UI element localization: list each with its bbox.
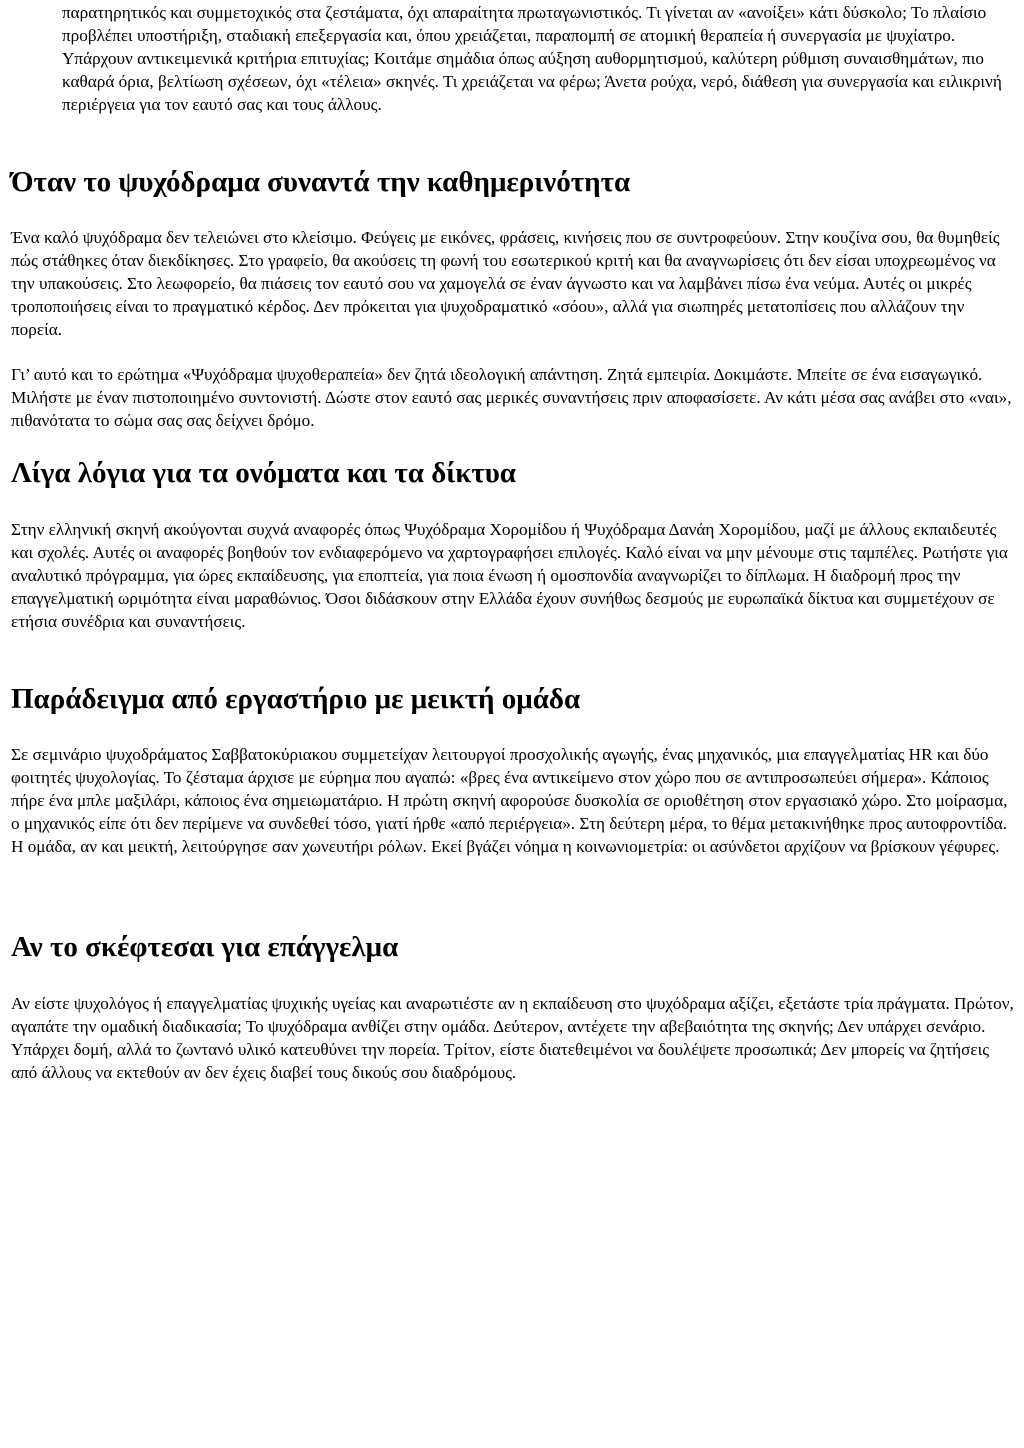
profession-paragraph: Αν είστε ψυχολόγος ή επαγγελματίας ψυχικής υγείας και αναρωτιέστε αν η εκπαίδευση στο ψυχόδραμα αξίζει, εξετάστε τρία πράγματα. Πρώτον, αγαπάτε την ομαδική διαδικασία; Το ψυχόδραμα ανθίζει στην ομάδα. Δεύτερον, αντέχετε την αβεβαιότητα της σκηνής; Δεν υπάρχει σενάριο. Υπάρχει δομή, αλλά το ζωντανό υλικό κατευθύνει την πορεία. Τρίτον, είστε διατεθειμένοι να δουλέψετε προσωπικά; Δεν μπορείς να ζητήσεις από άλλους να εκτεθούν αν δεν έχεις διαβεί τους δικούς σου διαδρόμους. <box>11 994 1014 1082</box>
names-networks-paragraph: Στην ελληνική σκηνή ακούγονται συχνά αναφορές όπως Ψυχόδραμα Χορομίδου ή Ψυχόδραμα Δανάη Χορομίδου, μαζί με άλλους εκπαιδευτές και σχολές. Αυτές οι αναφορές βοηθούν τον ενδιαφερόμενο να χαρτογραφήσει επιλογές. Καλό είναι να μην μένουμε στις ταμπέλες. Ρωτήστε για αναλυτικό πρόγραμμα, για ώρες εκπαίδευσης, για εποπτεία, για ποια ένωση ή ομοσπονδία αναγνωρίζει το δίπλωμα. Η διαδρομή προς την επαγγελματική ωριμότητα είναι μαραθώνιος. Όσοι διδάσκουν στην Ελλάδα έχουν συνήθως δεσμούς με ευρωπαϊκά δίκτυα και συμμετέχουν σε ετήσια συνέδρια και συναντήσεις. <box>11 520 1008 631</box>
section-heading-workshop-example: Παράδειγμα από εργαστήριο με μεικτή ομάδα <box>11 683 581 715</box>
workshop-example-paragraph: Σε σεμινάριο ψυχοδράματος Σαββατοκύριακου συμμετείχαν λειτουργοί προσχολικής αγωγής, ένας μηχανικός, μια επαγγελματίας HR και δύο φοιτητές ψυχολογίας. Το ζέσταμα άρχισε με εύρημα που αγαπώ: «βρες ένα αντικείμενο στον χώρο που σε αντιπροσωπεύει σήμερα». Κάποιος πήρε ένα μπλε μαξιλάρι, κάποιος ένα σημειωματάριο. Η πρώτη σκηνή αφορούσε δυσκολία σε οριοθέτηση στον εργασιακό χώρο. Στο μοίρασμα, ο μηχανικός είπε ότι δεν περίμενε να συνδεθεί τόσο, γιατί ήρθε «από περιέργεια». Στη δεύτερη μέρα, το θέμα μετακινήθηκε προς αυτοφροντίδα. Η ομάδα, αν και μεικτή, λειτούργησε σαν χωνευτήρι ρόλων. Εκεί βγάζει νόημα η κοινωνιομετρία: οι ασύνδετοι αρχίζουν να βρίσκουν γέφυρες. <box>11 745 1008 856</box>
daily-life-paragraph-2: Γι’ αυτό και το ερώτημα «Ψυχόδραμα ψυχοθεραπεία» δεν ζητά ιδεολογική απάντηση. Ζητά εμπειρία. Δοκιμάστε. Μπείτε σε ένα εισαγωγικό. Μιλήστε με έναν πιστοποιημένο συντονιστή. Δώστε στον εαυτό σας μερικές συναντήσεις πριν αποφασίσετε. Αν κάτι μέσα σας ανάβει στο «ναι», πιθανότατα το σώμα σας σας δείχνει δρόμο. <box>11 365 1012 430</box>
daily-life-paragraph-1: Ένα καλό ψυχόδραμα δεν τελειώνει στο κλείσιμο. Φεύγεις με εικόνες, φράσεις, κινήσεις που σε συντροφεύουν. Στην κουζίνα σου, θα θυμηθείς πώς στάθηκες όταν διεκδίκησες. Στο γραφείο, θα ακούσεις τη φωνή του εσωτερικού κριτή και θα αναγνωρίσεις ότι δεν είσαι υποχρεωμένος να την υπακούσεις. Στο λεωφορείο, θα πιάσεις τον εαυτό σου να χαμογελά σε έναν άγνωστο και να λαμβάνει πίσω ένα νεύμα. Αυτές οι μικρές τροποποιήσεις είναι το πραγματικό κέρδος. Δεν πρόκειται για ψυχοδραματικό «σόου», αλλά για σιωπηρές μετατοπίσεις που αλλάζουν την πορεία. <box>11 228 1000 339</box>
section-heading-daily-life: Όταν το ψυχόδραμα συναντά την καθημερινότητα <box>11 166 631 198</box>
section-heading-profession: Αν το σκέφτεσαι για επάγγελμα <box>11 931 399 963</box>
intro-paragraph: παρατηρητικός και συμμετοχικός στα ζεστάματα, όχι απαραίτητα πρωταγωνιστικός. Τι γίνεται αν «ανοίξει» κάτι δύσκολο; Το πλαίσιο προβλέπει υποστήριξη, σταδιακή επεξεργασία και, όπου χρειάζεται, παραπομπή σε ατομική θεραπεία ή συνεργασία με ψυχίατρο. Υπάρχουν αντικειμενικά κριτήρια επιτυχίας; Κοιτάμε σημάδια όπως αύξηση αυθορμητισμού, καλύτερη ρύθμιση συναισθημάτων, πιο καθαρά όρια, βελτίωση σχέσεων, όχι «τέλεια» σκηνές. Τι χρειάζεται να φέρω; Άνετα ρούχα, νερό, διάθεση για συνεργασία και ειλικρινή περιέργεια για τον εαυτό σας και τους άλλους. <box>62 3 1002 114</box>
section-heading-names-networks: Λίγα λόγια για τα ονόματα και τα δίκτυα <box>11 457 516 489</box>
